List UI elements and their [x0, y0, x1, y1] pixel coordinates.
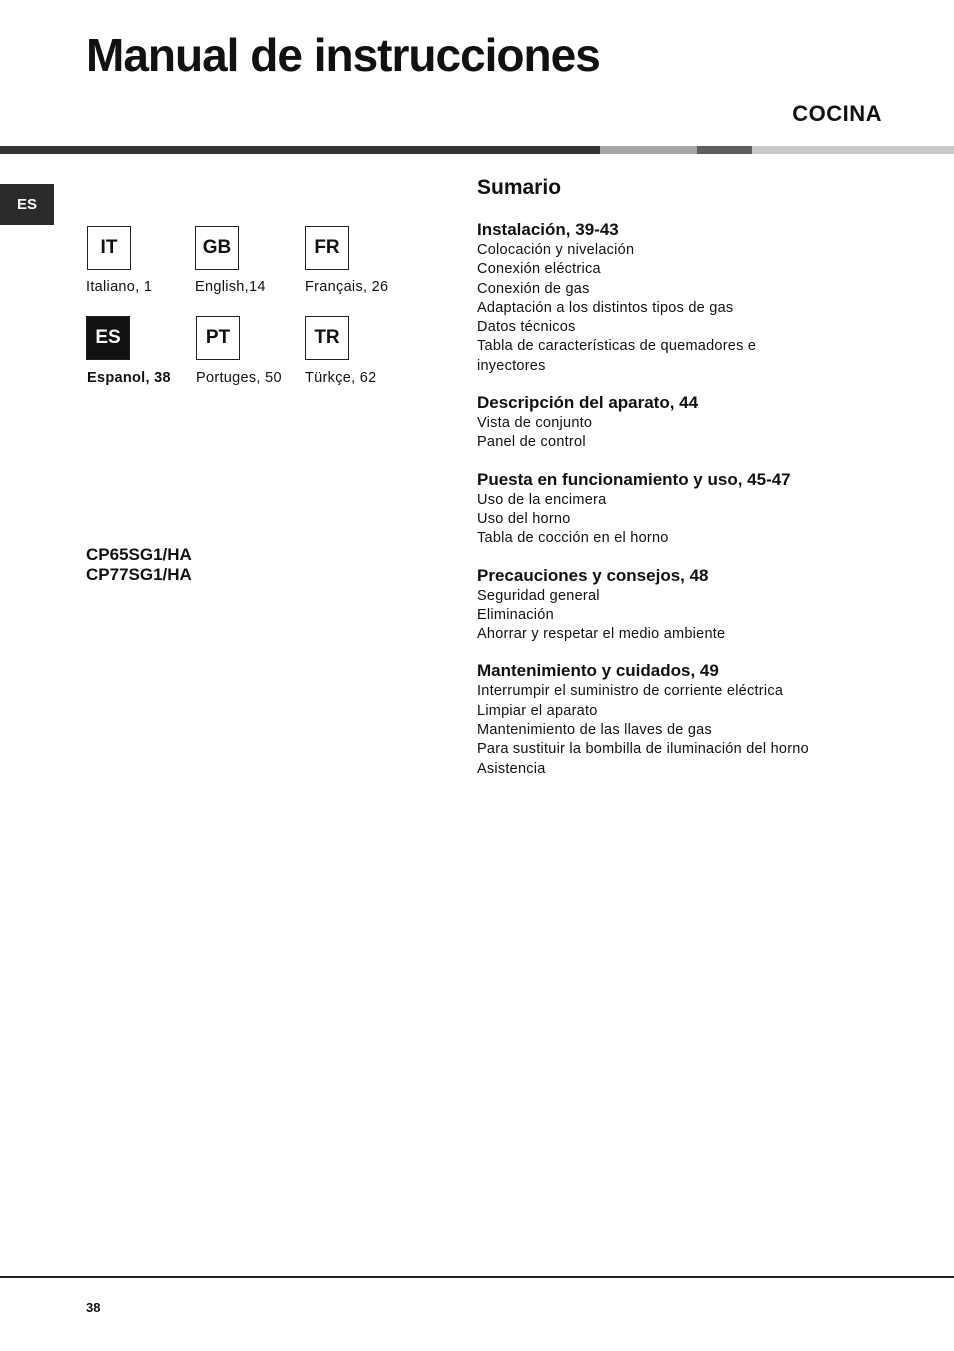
lang-label-tr[interactable]: Türkçe, 62	[305, 370, 377, 386]
toc-item[interactable]: Seguridad general	[477, 587, 600, 604]
toc-item[interactable]: Uso de la encimera	[477, 491, 607, 508]
toc-section-puesta	[477, 470, 857, 549]
toc-item[interactable]: Panel de control	[477, 434, 586, 451]
model-code: CP65SG1/HA	[86, 545, 192, 564]
header-rule-mid	[697, 146, 752, 154]
lang-label-it[interactable]: Italiano, 1	[86, 279, 153, 295]
toc-item[interactable]: Conexión de gas	[477, 280, 590, 297]
model-list	[86, 545, 192, 585]
toc-heading[interactable]: Precauciones y consejos, 48	[477, 565, 709, 585]
toc-item[interactable]: Vista de conjunto	[477, 415, 593, 432]
lang-code-pt[interactable]: PT	[196, 316, 240, 360]
toc-item[interactable]: Tabla de características de quemadores e	[477, 338, 757, 355]
toc-heading[interactable]: Mantenimiento y cuidados, 49	[477, 661, 719, 681]
lang-label-fr[interactable]: Français, 26	[305, 279, 389, 295]
language-side-tab: ES	[0, 184, 54, 225]
page-number: 38	[86, 1300, 101, 1315]
toc-heading[interactable]: Descripción del aparato, 44	[477, 393, 699, 413]
product-name: COCINA	[792, 101, 882, 126]
toc-item[interactable]: Ahorrar y respetar el medio ambiente	[477, 626, 726, 643]
toc-item[interactable]: Conexión eléctrica	[477, 261, 601, 278]
toc-heading[interactable]: Puesta en funcionamiento y uso, 45-47	[477, 469, 791, 489]
toc-item[interactable]: Colocación y nivelación	[477, 242, 635, 258]
lang-code-tr[interactable]: TR	[305, 316, 349, 360]
toc-item[interactable]: Uso del horno	[477, 510, 571, 527]
lang-code-gb[interactable]: GB	[195, 226, 239, 270]
header-rule-pale	[752, 146, 954, 154]
table-of-contents	[477, 174, 857, 796]
toc-title: Sumario	[477, 176, 562, 199]
toc-item[interactable]: Eliminación	[477, 606, 554, 623]
toc-section-instalacion	[477, 220, 857, 376]
footer-rule	[0, 1276, 954, 1278]
model-code: CP77SG1/HA	[86, 565, 192, 584]
lang-label-pt[interactable]: Portuges, 50	[196, 370, 282, 386]
header-rule-light	[600, 146, 697, 154]
toc-section-precauciones	[477, 566, 857, 645]
lang-code-es[interactable]: ES	[86, 316, 130, 360]
toc-item[interactable]: Mantenimiento de las llaves de gas	[477, 722, 712, 739]
lang-label-gb[interactable]: English,14	[195, 279, 266, 295]
toc-item[interactable]: inyectores	[477, 357, 546, 374]
toc-item[interactable]: Tabla de cocción en el horno	[477, 530, 669, 547]
lang-code-fr[interactable]: FR	[305, 226, 349, 270]
toc-item[interactable]: Limpiar el aparato	[477, 702, 598, 719]
lang-label-es[interactable]: Espanol, 38	[87, 370, 171, 386]
lang-code-it[interactable]: IT	[87, 226, 131, 270]
toc-item[interactable]: Para sustituir la bombilla de iluminación del horno	[477, 741, 809, 758]
toc-item[interactable]: Interrumpir el suministro de corriente eléctrica	[477, 683, 784, 700]
toc-section-descripcion	[477, 393, 857, 453]
toc-item[interactable]: Asistencia	[477, 760, 546, 777]
toc-heading[interactable]: Instalación, 39-43	[477, 220, 619, 239]
toc-section-mantenimiento	[477, 661, 857, 778]
header-rule-dark	[0, 146, 600, 154]
page-title: Manual de instrucciones	[86, 29, 600, 81]
toc-item[interactable]: Adaptación a los distintos tipos de gas	[477, 299, 734, 316]
toc-item[interactable]: Datos técnicos	[477, 319, 576, 336]
